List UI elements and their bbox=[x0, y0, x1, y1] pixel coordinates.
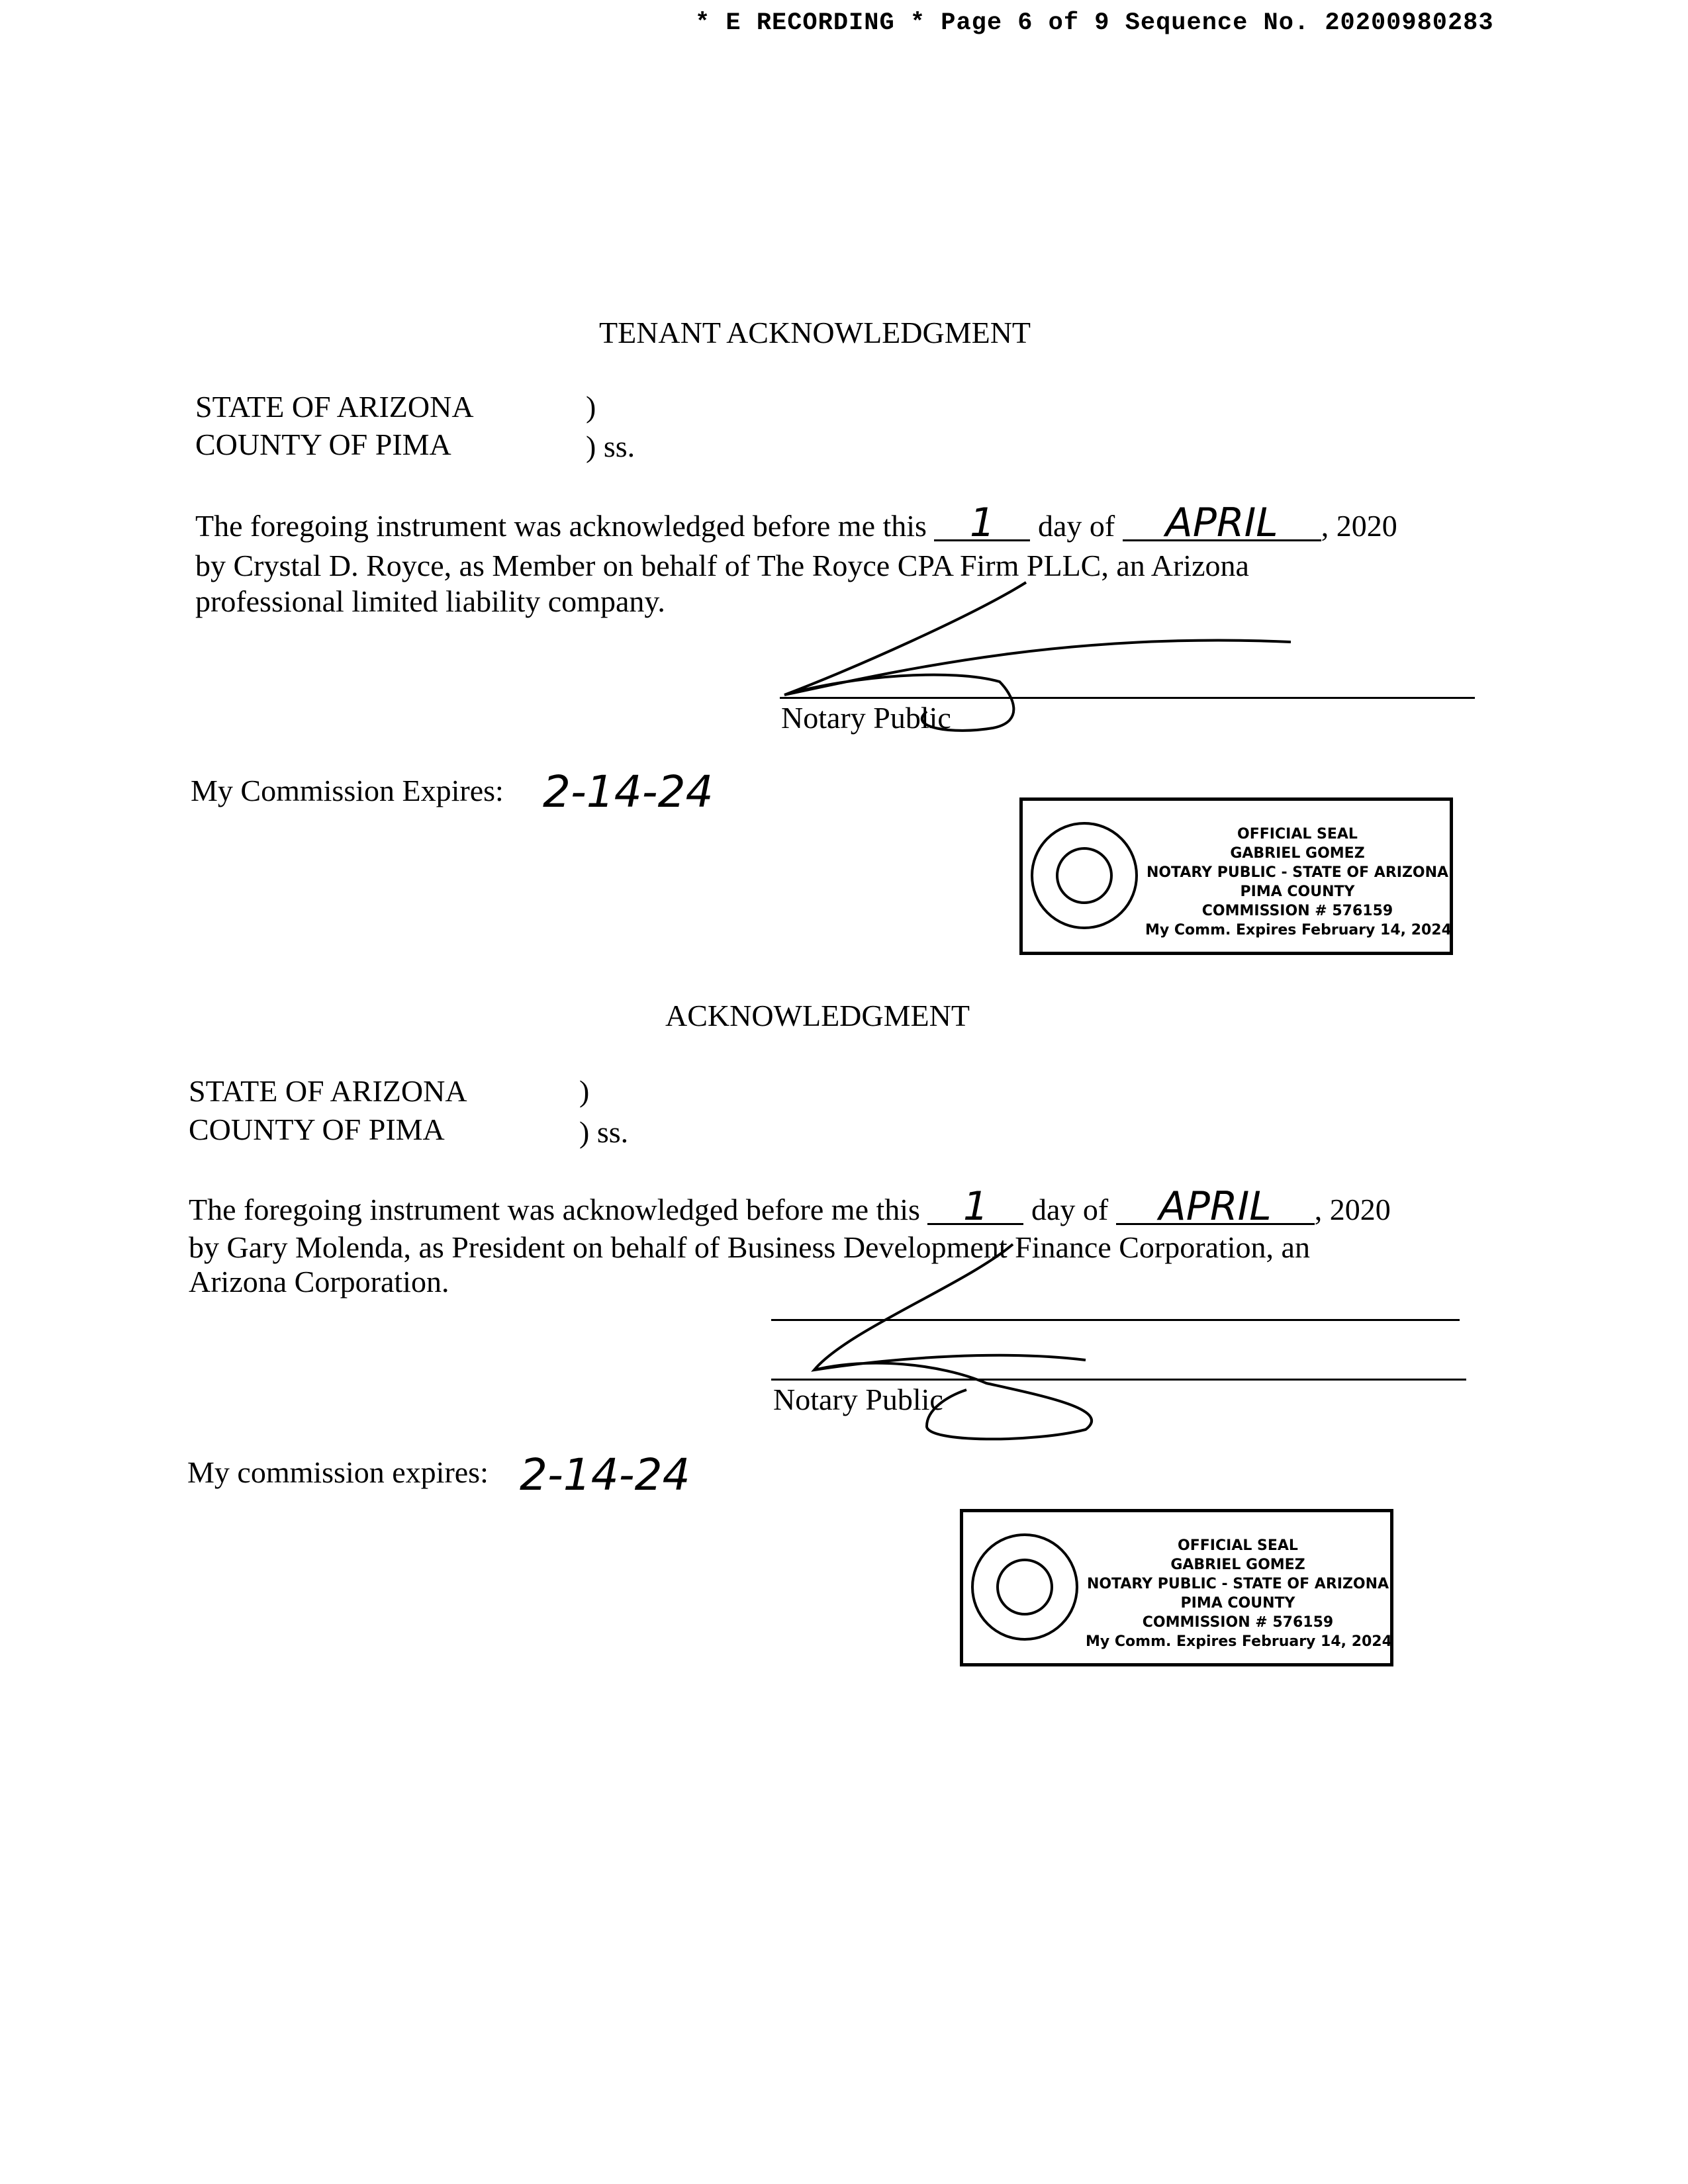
tenant-ack-line1 bbox=[195, 500, 1397, 546]
ack-line3: Arizona Corporation. bbox=[189, 1265, 449, 1298]
tenant-state: STATE OF ARIZONA bbox=[195, 390, 474, 424]
ack-commission-label: My commission expires: bbox=[187, 1455, 489, 1489]
tenant-ack-line2: by Crystal D. Royce, as Member on behalf of The Royce CPA Firm PLLC, an Arizona bbox=[195, 549, 1249, 582]
seal2-line3: NOTARY PUBLIC - STATE OF ARIZONA bbox=[1086, 1576, 1389, 1592]
tenant-commission-label: My Commission Expires: bbox=[191, 774, 504, 807]
seal-line2: GABRIEL GOMEZ bbox=[1230, 845, 1365, 862]
tenant-ack-line3: professional limited liability company. bbox=[195, 584, 665, 618]
notary-seal-stamp-2 bbox=[960, 1509, 1393, 1666]
ack-state: STATE OF ARIZONA bbox=[189, 1074, 467, 1108]
tenant-day-field: 1 bbox=[934, 506, 1030, 541]
seal2-line1: OFFICIAL SEAL bbox=[1178, 1537, 1298, 1554]
ack-county: COUNTY OF PIMA bbox=[189, 1113, 445, 1146]
tenant-line1-text: The foregoing instrument was acknowledged before me this bbox=[195, 509, 927, 543]
ack-day-field: 1 bbox=[927, 1190, 1023, 1225]
ack-line2: by Gary Molenda, as President on behalf of Business Development Finance Corporation, an bbox=[189, 1230, 1310, 1264]
ack-notary-label: Notary Public bbox=[773, 1383, 943, 1416]
arizona-seal-icon bbox=[1031, 822, 1138, 929]
tenant-paren: ) bbox=[586, 390, 596, 424]
seal2-line2: GABRIEL GOMEZ bbox=[1170, 1557, 1305, 1573]
tenant-county: COUNTY OF PIMA bbox=[195, 428, 451, 461]
arizona-seal-icon-2 bbox=[971, 1533, 1078, 1641]
recording-header: * E RECORDING * Page 6 of 9 Sequence No. 20200980283 bbox=[695, 9, 1494, 37]
seal2-line4: PIMA COUNTY bbox=[1180, 1595, 1295, 1612]
ack-line1-text: The foregoing instrument was acknowledged before me this bbox=[189, 1193, 920, 1226]
ack-paren: ) bbox=[579, 1074, 590, 1108]
tenant-ack-title: TENANT ACKNOWLEDGMENT bbox=[599, 316, 1031, 349]
seal2-line6: My Comm. Expires February 14, 2024 bbox=[1086, 1633, 1392, 1650]
ack-ss: ) ss. bbox=[579, 1115, 629, 1149]
seal-line3: NOTARY PUBLIC - STATE OF ARIZONA bbox=[1146, 864, 1449, 881]
notary-seal-stamp bbox=[1019, 797, 1453, 955]
ack-year: , 2020 bbox=[1314, 1193, 1391, 1226]
tenant-notary-label: Notary Public bbox=[781, 701, 951, 735]
tenant-commission-value: 2-14-24 bbox=[543, 766, 714, 817]
seal2-line5: COMMISSION # 576159 bbox=[1142, 1614, 1334, 1631]
ack-month-field: APRIL bbox=[1116, 1190, 1315, 1225]
ack-title: ACKNOWLEDGMENT bbox=[665, 999, 970, 1032]
seal-text-block-2 bbox=[1086, 1536, 1390, 1651]
seal-line4: PIMA COUNTY bbox=[1240, 884, 1355, 900]
tenant-year: , 2020 bbox=[1321, 509, 1397, 543]
seal-line1: OFFICIAL SEAL bbox=[1237, 826, 1358, 842]
seal-line5: COMMISSION # 576159 bbox=[1201, 903, 1393, 919]
tenant-month-field: APRIL bbox=[1123, 506, 1321, 541]
tenant-ss: ) ss. bbox=[586, 430, 635, 463]
ack-commission-value: 2-14-24 bbox=[520, 1449, 690, 1500]
seal-line6: My Comm. Expires February 14, 2024 bbox=[1145, 922, 1452, 938]
seal-text-block bbox=[1145, 825, 1450, 940]
ack-line1 bbox=[189, 1183, 1391, 1230]
tenant-day-of: day of bbox=[1037, 509, 1115, 543]
ack-day-of: day of bbox=[1031, 1193, 1109, 1226]
